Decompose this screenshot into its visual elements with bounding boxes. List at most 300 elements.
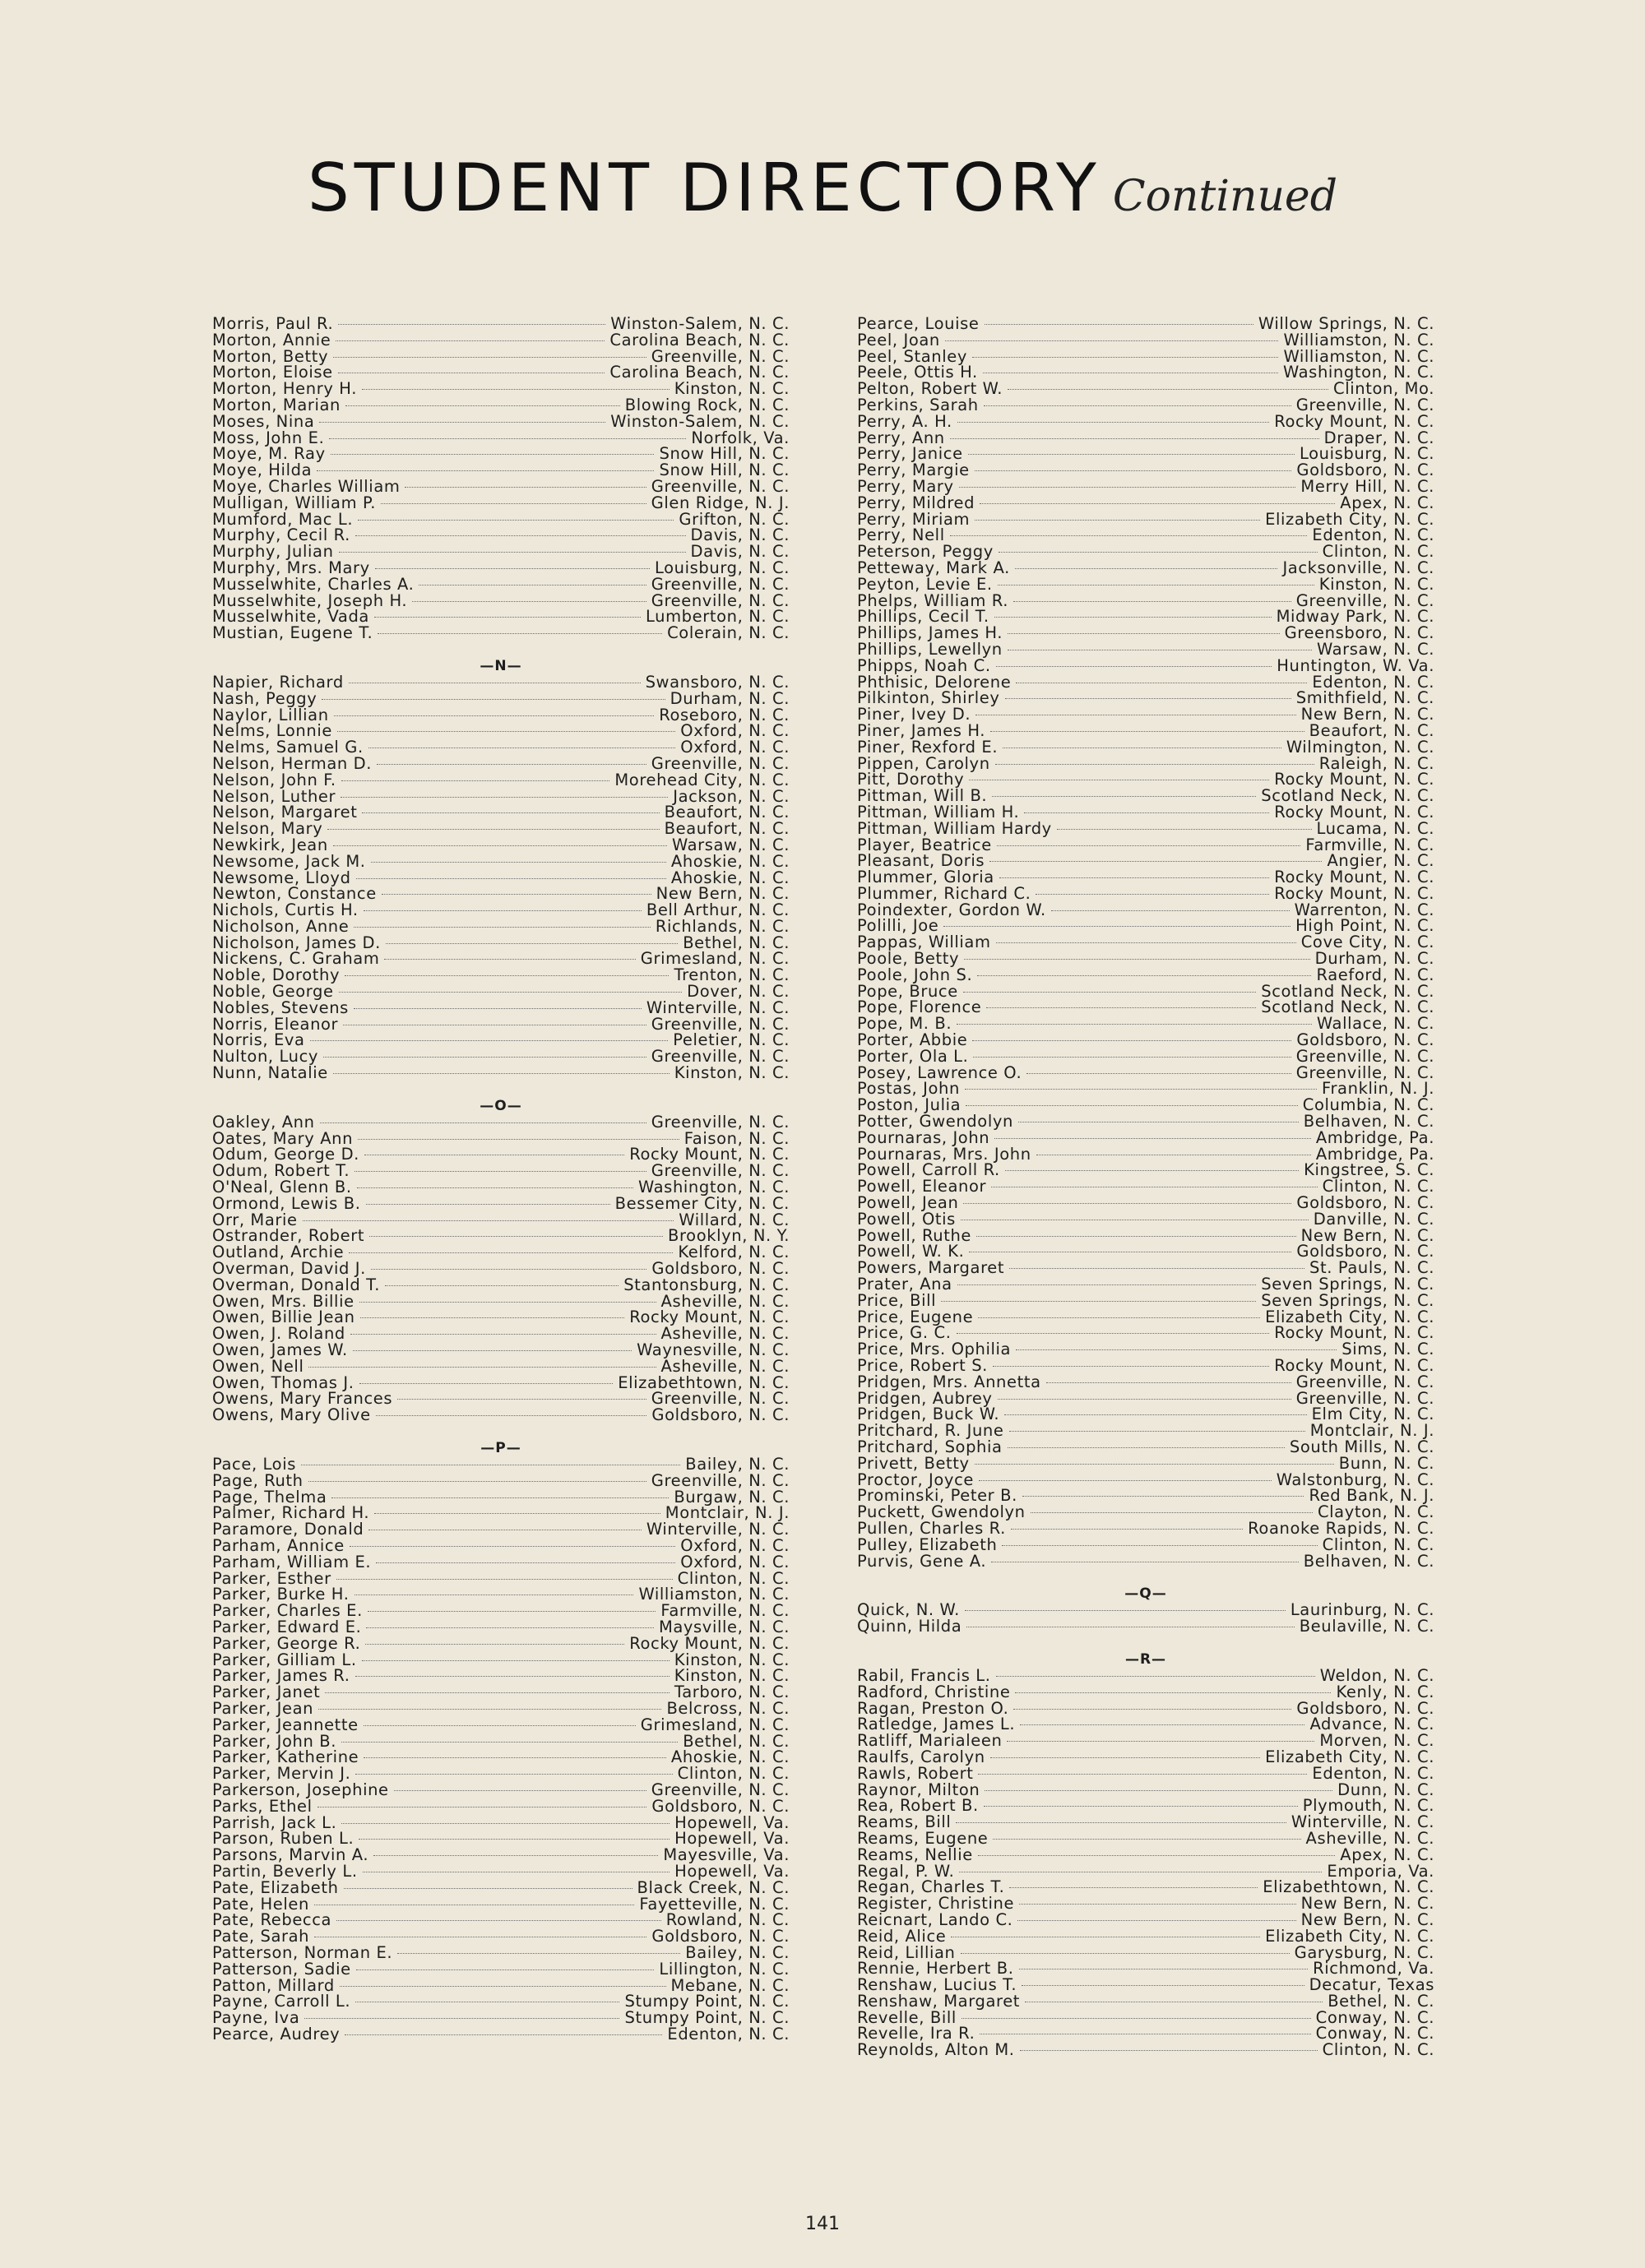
student-name: Plummer, Richard C.: [857, 883, 1031, 903]
directory-entry: [212, 1684, 790, 1701]
student-name: Ratledge, James L.: [857, 1715, 1016, 1734]
dot-leader: [358, 520, 674, 521]
hometown: Kingstree, S. C.: [1304, 1160, 1434, 1180]
student-name: Powell, Carroll R.: [857, 1160, 1000, 1180]
student-name: Purvis, Gene A.: [857, 1551, 987, 1571]
dot-leader: [1009, 1268, 1304, 1269]
dot-leader: [976, 1236, 1296, 1237]
directory-entry: [857, 641, 1434, 658]
student-name: Plummer, Gloria: [857, 868, 994, 887]
dot-leader: [397, 1399, 646, 1400]
hometown: Plymouth, N. C.: [1302, 1796, 1434, 1816]
dot-leader: [364, 1757, 666, 1758]
dot-leader: [998, 585, 1314, 586]
dot-leader: [327, 829, 659, 830]
hometown: Greenville, N. C.: [651, 1389, 790, 1409]
hometown: Asheville, N. C.: [660, 1291, 790, 1311]
hometown: Rocky Mount, N. C.: [1274, 770, 1434, 789]
hometown: Red Bank, N. J.: [1309, 1486, 1434, 1506]
hometown: Lillington, N. C.: [659, 1959, 790, 1979]
dot-leader: [310, 1040, 669, 1041]
dot-leader: [356, 878, 666, 879]
student-name: Naylor, Lillian: [212, 705, 329, 724]
student-name: Petteway, Mark A.: [857, 558, 1010, 577]
dot-leader: [382, 894, 651, 895]
student-name: Phipps, Noah C.: [857, 655, 991, 675]
dot-leader: [957, 1024, 1312, 1025]
hometown: Clinton, N. C.: [1322, 542, 1434, 562]
hometown: South Mills, N. C.: [1289, 1437, 1434, 1456]
hometown: Smithfield, N. C.: [1295, 688, 1434, 708]
student-name: Radford, Christine: [857, 1682, 1011, 1701]
dot-leader: [1017, 1920, 1295, 1921]
student-name: O'Neal, Glenn B.: [212, 1178, 352, 1197]
hometown: Clayton, N. C.: [1317, 1502, 1434, 1522]
hometown: Conway, N. C.: [1315, 2007, 1434, 2027]
directory-entry: [857, 1814, 1434, 1831]
student-name: Revelle, Ira R.: [857, 2024, 975, 2044]
dot-leader: [1046, 1382, 1291, 1383]
student-name: Moses, Nina: [212, 411, 315, 431]
hometown: Warrenton, N. C.: [1294, 900, 1434, 919]
dot-leader: [943, 926, 1291, 927]
dot-leader: [376, 1415, 647, 1416]
directory-entry: [857, 739, 1434, 756]
hometown: Kinston, N. C.: [1318, 574, 1434, 594]
dot-leader: [317, 470, 654, 471]
hometown: Midway Park, N. C.: [1276, 607, 1434, 627]
dot-leader: [385, 1285, 619, 1286]
hometown: Raeford, N. C.: [1316, 965, 1434, 984]
student-name: Porter, Abbie: [857, 1030, 968, 1050]
hometown: Greenville, N. C.: [651, 1047, 790, 1067]
hometown: Lumberton, N. C.: [646, 607, 790, 627]
student-name: Phillips, Cecil T.: [857, 607, 989, 627]
hometown: Ambridge, Pa.: [1315, 1144, 1434, 1164]
hometown: Durham, N. C.: [670, 688, 790, 708]
student-name: Phillips, Lewellyn: [857, 639, 1003, 659]
student-name: Price, Mrs. Ophilia: [857, 1340, 1012, 1359]
hometown: Black Creek, N. C.: [637, 1877, 790, 1897]
student-name: Moss, John E.: [212, 428, 325, 447]
hometown: Lucama, N. C.: [1316, 818, 1434, 838]
directory-entry: [212, 739, 790, 756]
student-name: Perry, Ann: [857, 428, 945, 447]
dot-leader: [304, 2018, 619, 2019]
hometown: Durham, N. C.: [1314, 949, 1434, 969]
student-name: Newkirk, Jean: [212, 835, 328, 854]
student-name: Pelton, Robert W.: [857, 379, 1003, 399]
student-name: Owen, Thomas J.: [212, 1372, 354, 1392]
student-name: Pearce, Louise: [857, 314, 980, 333]
student-name: Parker, Jeannette: [212, 1715, 359, 1734]
dot-leader: [374, 617, 641, 618]
student-name: Parker, Mervin J.: [212, 1764, 351, 1784]
hometown: Winterville, N. C.: [1291, 1812, 1434, 1832]
dot-leader: [1011, 1529, 1243, 1530]
hometown: Belhaven, N. C.: [1303, 1112, 1434, 1132]
dot-leader: [325, 1692, 670, 1693]
directory-entry: [857, 1048, 1434, 1065]
dot-leader: [354, 1008, 642, 1009]
directory-entry: [212, 1456, 790, 1473]
hometown: High Point, N. C.: [1295, 916, 1434, 936]
directory-entry: [857, 1928, 1434, 1945]
dot-leader: [957, 1333, 1270, 1334]
dot-leader: [1013, 601, 1291, 602]
student-name: Pridgen, Aubrey: [857, 1388, 993, 1408]
hometown: Ahoskie, N. C.: [670, 1747, 790, 1767]
directory-entry: [857, 625, 1434, 641]
directory-entry: [857, 397, 1434, 414]
student-name: Price, Bill: [857, 1290, 937, 1310]
dot-leader: [405, 487, 646, 488]
hometown: Mebane, N. C.: [670, 1975, 790, 1995]
directory-entry: [857, 411, 1434, 431]
dot-leader: [996, 942, 1296, 943]
dot-leader: [374, 1513, 660, 1514]
hometown: Grimesland, N. C.: [640, 949, 790, 969]
directory-entry: [857, 655, 1434, 675]
hometown: Willard, N. C.: [679, 1210, 790, 1229]
hometown: Stumpy Point, N. C.: [624, 1992, 790, 2011]
directory-entry: [857, 1618, 1434, 1635]
hometown: Clinton, N. C.: [677, 1764, 790, 1784]
hometown: Greenville, N. C.: [651, 1161, 790, 1181]
hometown: Clinton, N. C.: [1322, 1177, 1434, 1196]
hometown: Greenville, N. C.: [1295, 590, 1434, 610]
directory-entry: [212, 688, 790, 708]
section-letter-header: —P—: [480, 1440, 521, 1456]
hometown: New Bern, N. C.: [1300, 1894, 1434, 1914]
student-name: Oakley, Ann: [212, 1112, 315, 1132]
student-name: Price, Robert S.: [857, 1356, 988, 1375]
hometown: Beaufort, N. C.: [1309, 720, 1434, 740]
hometown: Jackson, N. C.: [673, 786, 790, 806]
directory-entry: [212, 411, 790, 431]
student-name: Polilli, Joe: [857, 916, 939, 936]
dot-leader: [319, 422, 605, 423]
directory-entry: [212, 1863, 790, 1880]
student-name: Pate, Helen: [212, 1894, 309, 1914]
hometown: Fayetteville, N. C.: [639, 1894, 790, 1914]
hometown: Richmond, Va.: [1313, 1959, 1434, 1979]
directory-entry: [857, 869, 1434, 886]
student-name: Reams, Bill: [857, 1812, 952, 1832]
student-name: Nelson, Margaret: [212, 803, 358, 822]
directory-entry: [857, 476, 1434, 496]
dot-leader: [345, 2034, 662, 2035]
directory-entry: [857, 1276, 1434, 1293]
dot-leader: [1031, 1512, 1313, 1513]
hometown: Elizabethtown, N. C.: [1263, 1877, 1434, 1897]
dot-leader: [333, 357, 646, 358]
hometown: Conway, N. C.: [1315, 2024, 1434, 2044]
dot-leader: [978, 1317, 1260, 1318]
hometown: Edenton, N. C.: [1312, 672, 1434, 692]
student-name: Phthisic, Delorene: [857, 672, 1012, 692]
directory-entry: [857, 381, 1434, 397]
directory-entry: [212, 495, 790, 511]
hometown: Williamston, N. C.: [638, 1585, 790, 1604]
student-name: Morton, Marian: [212, 395, 341, 414]
student-name: Peel, Joan: [857, 330, 940, 349]
dot-leader: [333, 845, 667, 846]
student-name: Regal, P. W.: [857, 1861, 955, 1881]
student-name: Page, Ruth: [212, 1470, 304, 1490]
student-name: Poston, Julia: [857, 1095, 962, 1115]
student-name: Parrish, Jack L.: [212, 1812, 337, 1832]
hometown: Montclair, N. J.: [1309, 1421, 1434, 1441]
hometown: Bunn, N. C.: [1338, 1453, 1434, 1473]
directory-entry: [212, 476, 790, 496]
student-name: Perry, Nell: [857, 525, 945, 545]
dot-leader: [350, 1546, 675, 1547]
student-name: Parker, Edward E.: [212, 1617, 362, 1636]
hometown: Oxford, N. C.: [680, 1535, 790, 1555]
dot-leader: [355, 535, 686, 536]
dot-leader: [354, 1171, 646, 1172]
dot-leader: [353, 1350, 632, 1351]
hometown: Grimesland, N. C.: [640, 1715, 790, 1734]
hometown: Greenville, N. C.: [1295, 1062, 1434, 1082]
directory-entry: [857, 788, 1434, 804]
student-name: Piner, Ivey D.: [857, 705, 971, 724]
directory-entry: [212, 674, 790, 691]
student-name: Pate, Elizabeth: [212, 1877, 339, 1897]
hometown: Greenville, N. C.: [651, 476, 790, 496]
directory-entry: [212, 544, 790, 560]
dot-leader: [377, 764, 646, 765]
hometown: Rocky Mount, N. C.: [1274, 868, 1434, 887]
dot-leader: [1015, 1692, 1331, 1693]
dot-leader: [419, 585, 646, 586]
hometown: Wallace, N. C.: [1316, 1014, 1434, 1034]
dot-leader: [338, 324, 605, 325]
hometown: Winterville, N. C.: [646, 1520, 790, 1539]
hometown: Bethel, N. C.: [683, 1731, 790, 1751]
hometown: Kenly, N. C.: [1336, 1682, 1434, 1701]
directory-entry: [212, 1798, 790, 1815]
hometown: Elizabeth City, N. C.: [1265, 1926, 1434, 1946]
hometown: Bethel, N. C.: [683, 933, 790, 952]
section-spacer: [857, 1569, 1434, 1585]
directory-entry: [857, 1763, 1434, 1783]
dot-leader: [966, 1105, 1298, 1106]
student-name: Poindexter, Gordon W.: [857, 900, 1046, 919]
hometown: Roseboro, N. C.: [659, 705, 790, 724]
dot-leader: [975, 470, 1292, 471]
student-name: Mumford, Mac L.: [212, 509, 354, 529]
directory-entry: [212, 997, 790, 1017]
hometown: Clinton, N. C.: [1322, 2040, 1434, 2060]
directory-entry: [857, 1534, 1434, 1554]
hometown: Swansboro, N. C.: [645, 672, 790, 692]
student-name: Parks, Ethel: [212, 1796, 313, 1816]
hometown: Willow Springs, N. C.: [1258, 314, 1434, 333]
hometown: Dunn, N. C.: [1337, 1780, 1434, 1799]
student-name: Parker, John B.: [212, 1731, 337, 1751]
hometown: Rocky Mount, N. C.: [1274, 1323, 1434, 1343]
student-name: Prominski, Peter B.: [857, 1486, 1017, 1506]
directory-entry: [857, 951, 1434, 967]
hometown: Merry Hill, N. C.: [1300, 476, 1434, 496]
student-name: Owen, James W.: [212, 1340, 348, 1360]
dot-leader: [303, 1220, 674, 1221]
hometown: Goldsboro, N. C.: [651, 1796, 790, 1816]
directory-entry: [212, 1114, 790, 1131]
dot-leader: [977, 975, 1311, 976]
dot-leader: [1026, 1073, 1291, 1074]
dot-leader: [331, 1497, 669, 1498]
student-name: Reid, Lillian: [857, 1942, 956, 1962]
dot-leader: [350, 1334, 656, 1335]
hometown: Garysburg, N. C.: [1294, 1942, 1434, 1962]
hometown: Carolina Beach, N. C.: [609, 330, 790, 349]
page-title: STUDENT DIRECTORY: [307, 150, 1101, 226]
directory-entry: [857, 1032, 1434, 1048]
directory-entry: [212, 1277, 790, 1294]
hometown: Blowing Rock, N. C.: [624, 395, 790, 414]
directory-entry: [212, 1766, 790, 1782]
hometown: Brooklyn, N. Y.: [668, 1226, 790, 1246]
directory-entry: [857, 2042, 1434, 2058]
dot-leader: [957, 1284, 1257, 1285]
dot-leader: [369, 1236, 663, 1237]
directory-entry: [212, 1407, 790, 1423]
dot-leader: [318, 1709, 661, 1710]
dot-leader: [349, 1252, 673, 1253]
dot-leader: [997, 845, 1301, 846]
directory-entry: [212, 1847, 790, 1863]
student-name: Player, Beatrice: [857, 835, 992, 854]
dot-leader: [984, 405, 1291, 406]
hometown: Mayesville, Va.: [663, 1845, 790, 1865]
dot-leader: [1036, 894, 1269, 895]
hometown: Decatur, Texas: [1309, 1975, 1434, 1995]
dot-leader: [355, 1774, 672, 1775]
dot-leader: [959, 487, 1296, 488]
student-name: Reams, Nellie: [857, 1844, 973, 1864]
hometown: Dover, N. C.: [687, 982, 790, 1002]
dot-leader: [1024, 812, 1269, 813]
dot-leader: [356, 1969, 655, 1970]
hometown: Scotland Neck, N. C.: [1261, 786, 1434, 806]
dot-leader: [359, 1839, 670, 1840]
hometown: Jacksonville, N. C.: [1282, 558, 1434, 577]
student-name: Perkins, Sarah: [857, 395, 979, 414]
directory-entry: [857, 1439, 1434, 1456]
directory-entry: [212, 381, 790, 397]
student-name: Parker, James R.: [212, 1666, 350, 1686]
student-name: Nelms, Lonnie: [212, 721, 332, 741]
directory-entry: [212, 1342, 790, 1358]
student-name: Quick, N. W.: [857, 1600, 960, 1620]
directory-entry: [212, 560, 790, 576]
student-name: Musselwhite, Vada: [212, 607, 369, 627]
dot-leader: [956, 1822, 1286, 1823]
student-name: Moye, M. Ray: [212, 444, 326, 464]
student-name: Pittman, William Hardy: [857, 818, 1052, 838]
hometown: Rocky Mount, N. C.: [629, 1308, 790, 1327]
directory-entry: [857, 1553, 1434, 1570]
student-name: Parson, Ruben L.: [212, 1829, 354, 1849]
dot-leader: [973, 1057, 1291, 1058]
directory-entry: [857, 495, 1434, 511]
dot-leader: [1016, 1349, 1337, 1350]
student-name: Pope, Florence: [857, 997, 982, 1017]
hometown: Angier, N. C.: [1327, 851, 1434, 871]
section-letter-header: —R—: [1124, 1650, 1167, 1668]
dot-leader: [341, 780, 610, 781]
directory-entry: [212, 2026, 790, 2043]
directory-entry: [212, 916, 790, 936]
student-name: Privett, Betty: [857, 1453, 970, 1473]
student-name: Pearce, Audrey: [212, 2024, 341, 2044]
dot-leader: [339, 552, 686, 553]
directory-entry: [212, 1470, 790, 1490]
hometown: Elizabeth City, N. C.: [1265, 1307, 1434, 1326]
dot-leader: [957, 422, 1269, 423]
directory-entry: [857, 1211, 1434, 1228]
directory-entry: [857, 967, 1434, 984]
dot-leader: [373, 1855, 658, 1856]
hometown: Wilmington, N. C.: [1286, 737, 1434, 757]
student-name: Payne, Carroll L.: [212, 1992, 351, 2011]
dot-leader: [381, 503, 646, 504]
student-name: Perry, Mildred: [857, 493, 975, 512]
student-name: Parker, Jean: [212, 1698, 314, 1718]
dot-leader: [384, 959, 635, 960]
dot-leader: [965, 1089, 1317, 1090]
hometown: Rowland, N. C.: [665, 1910, 790, 1930]
dot-leader: [412, 601, 646, 602]
student-name: Orr, Marie: [212, 1210, 298, 1229]
dot-leader: [333, 1073, 670, 1074]
student-name: Murphy, Julian: [212, 542, 334, 562]
dot-leader: [366, 1204, 610, 1205]
hometown: Farmville, N. C.: [1305, 835, 1434, 854]
dot-leader: [962, 2018, 1311, 2019]
hometown: St. Pauls, N. C.: [1309, 1258, 1434, 1278]
student-name: Parham, Annice: [212, 1535, 345, 1555]
dot-leader: [985, 1790, 1332, 1791]
student-name: Rennie, Herbert B.: [857, 1959, 1014, 1979]
hometown: Goldsboro, N. C.: [1296, 1030, 1434, 1050]
dot-leader: [979, 1480, 1272, 1481]
student-name: Morris, Paul R.: [212, 314, 334, 333]
directory-entry: [857, 1374, 1434, 1391]
directory-entry: [212, 1928, 790, 1945]
directory-entry: [857, 1895, 1434, 1912]
student-name: Powers, Margaret: [857, 1258, 1005, 1278]
dot-leader: [397, 1953, 680, 1954]
student-name: Newsome, Lloyd: [212, 868, 351, 887]
directory-column-right: [857, 316, 1434, 2058]
dot-leader: [341, 797, 668, 798]
dot-leader: [992, 796, 1256, 797]
student-name: Piner, James H.: [857, 720, 986, 740]
directory-entry: [212, 397, 790, 414]
dot-leader: [323, 1057, 646, 1058]
student-name: Postas, John: [857, 1079, 960, 1099]
dot-leader: [1008, 1447, 1285, 1448]
student-name: Pitt, Dorothy: [857, 770, 965, 789]
directory-entry: [212, 1603, 790, 1619]
student-name: Piner, Rexford E.: [857, 737, 999, 757]
student-name: Pritchard, Sophia: [857, 1437, 1003, 1456]
student-name: Poole, Betty: [857, 949, 960, 969]
